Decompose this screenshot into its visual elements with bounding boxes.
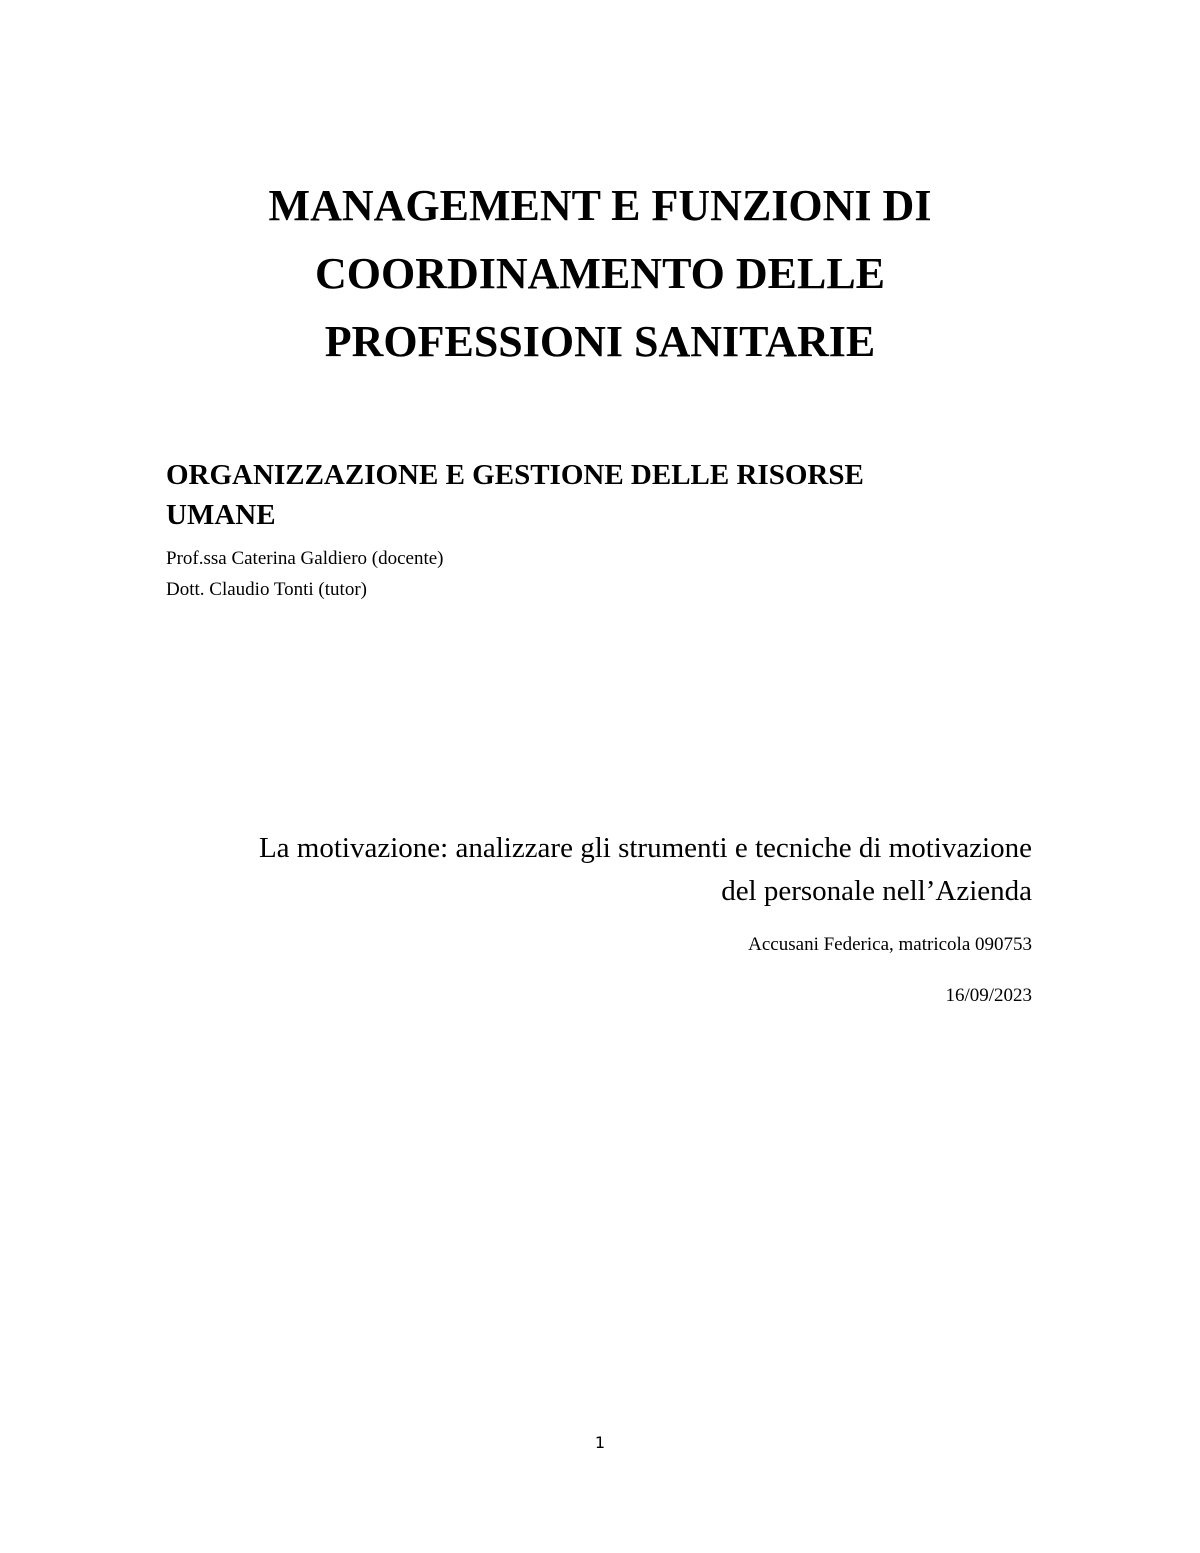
main-title-line-1: MANAGEMENT E FUNZIONI DI <box>268 181 932 230</box>
topic-line-1: La motivazione: analizzare gli strumenti e tecniche di motivazione <box>258 832 1032 864</box>
course-title <box>166 455 966 535</box>
main-title-line-2: COORDINAMENTO DELLE <box>314 249 886 298</box>
author-info: Accusani Federica, matricola 090753 <box>748 934 1032 955</box>
course-title-line-1: ORGANIZZAZIONE E GESTIONE DELLE RISORSE <box>166 459 864 491</box>
main-title <box>160 172 1040 376</box>
tutor-name: Dott. Claudio Tonti (tutor) <box>166 579 367 600</box>
professor-name: Prof.ssa Caterina Galdiero (docente) <box>166 548 444 569</box>
course-title-line-2: UMANE <box>166 499 276 531</box>
main-title-line-3: PROFESSIONI SANITARIE <box>324 317 876 366</box>
topic-title <box>132 827 1032 913</box>
document-date: 16/09/2023 <box>945 985 1032 1006</box>
page-number: 1 <box>594 1433 606 1452</box>
staff-list <box>166 543 444 605</box>
topic-line-2: del personale nell’Azienda <box>721 875 1032 907</box>
